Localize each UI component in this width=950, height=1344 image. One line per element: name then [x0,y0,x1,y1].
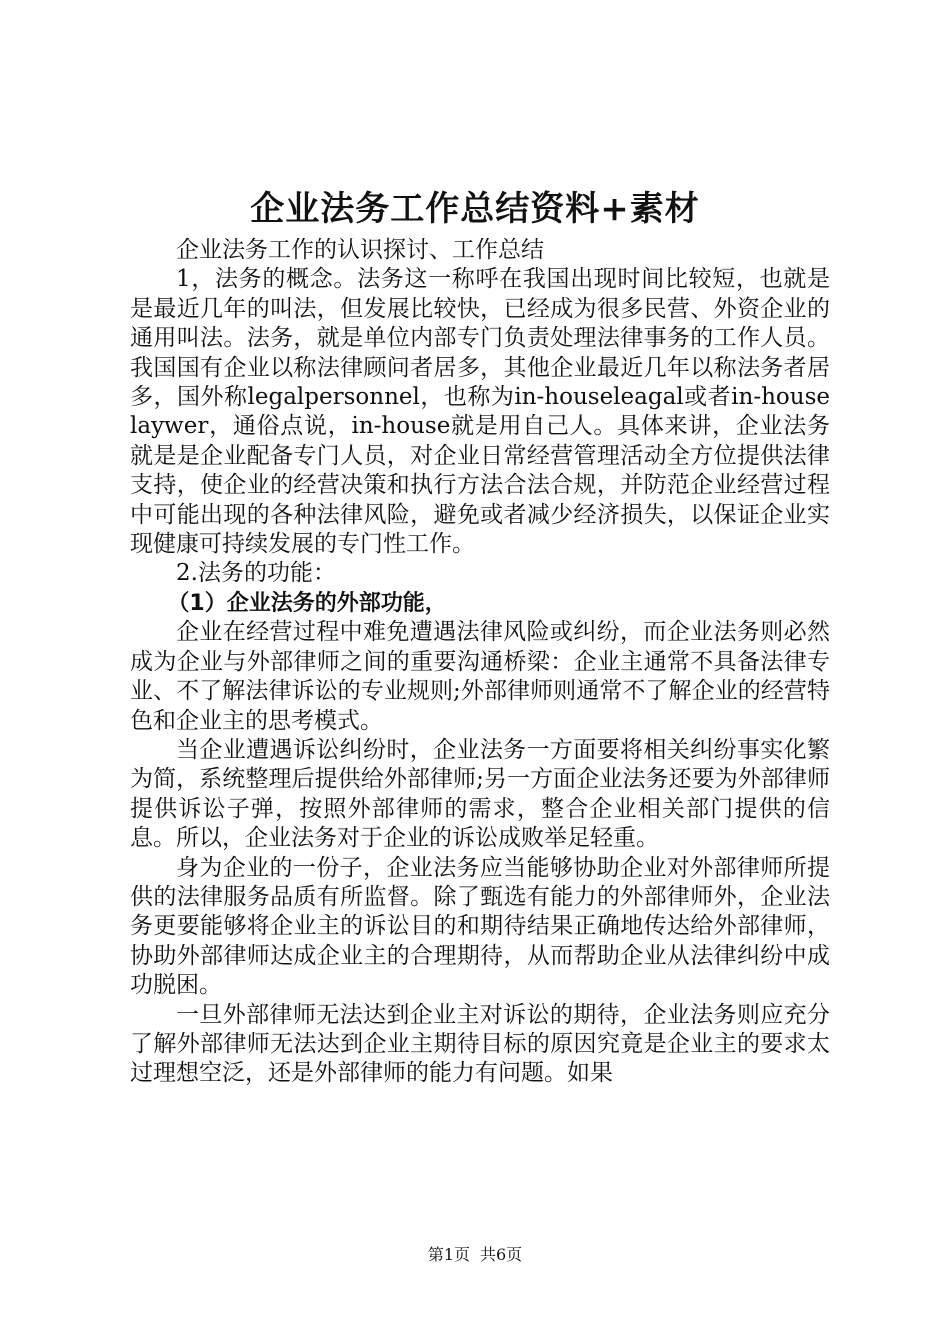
page-footer [0,1243,950,1267]
paragraph-litigation: 当企业遭遇诉讼纠纷时，企业法务一方面要将相关纠纷事实化繁为简，系统整理后提供给外部律师;另一方面企业法务还要为外部律师提供诉讼子弹，按照外部律师的需求，整合企业相关部门提供的信息。所以，企业法务对于企业的诉讼成败举足轻重。 [130,736,830,852]
document-body [130,236,830,1089]
paragraph-expectation: 一旦外部律师无法达到企业主对诉讼的期待，企业法务则应充分了解外部律师无法达到企业主期待目标的原因究竟是企业主的要求太过理想空泛，还是外部律师的能力有问题。如果 [130,1001,830,1087]
paragraph-subtitle: 企业法务工作的认识探讨、工作总结 [176,237,544,263]
paragraph-concept: 1，法务的概念。法务这一称呼在我国出现时间比较短，也就是是最近几年的叫法，但发展比较快，已经成为很多民营、外资企业的通用叫法。法务，就是单位内部专门负责处理法律事务的工作人员。我国国有企业以称法律顾问者居多，其他企业最近几年以称法务者居多，国外称legalpersonnel，也称为in-houseleagal或者in-houselaywer，通俗点说，in-house就是用自己人。具体来讲，企业法务就是是企业配备专门人员，对企业日常经营管理活动全方位提供法律支持，使企业的经营决策和执行方法合法合规，并防范企业经营过程中可能出现的各种法律风险，避免或者减少经济损失，以保证企业实现健康可持续发展的专门性工作。 [130,266,830,558]
page-total: 共6页 [480,1245,523,1264]
section-heading-external-function: （1）企业法务的外部功能， [167,590,447,616]
document-title: 企业法务工作总结资料+素材 [250,189,700,229]
page-number: 第1页 [427,1245,470,1264]
paragraph-function-heading: 2.法务的功能： [176,560,336,587]
paragraph-external-risk: 企业在经营过程中难免遭遇法律风险或纠纷，而企业法务则必然成为企业与外部律师之间的重要沟通桥梁：企业主通常不具备法律专业、不了解法律诉讼的专业规则;外部律师则通常不了解企业的经营特色和企业主的思考模式。 [130,619,830,734]
paragraph-supervision: 身为企业的一份子，企业法务应当能够协助企业对外部律师所提供的法律服务品质有所监督。除了甄选有能力的外部律师外，企业法务更要能够将企业主的诉讼目的和期待结果正确地传达给外部律师，协助外部律师达成企业主的合理期待，从而帮助企业从法律纠纷中成功脱困。 [130,854,830,999]
